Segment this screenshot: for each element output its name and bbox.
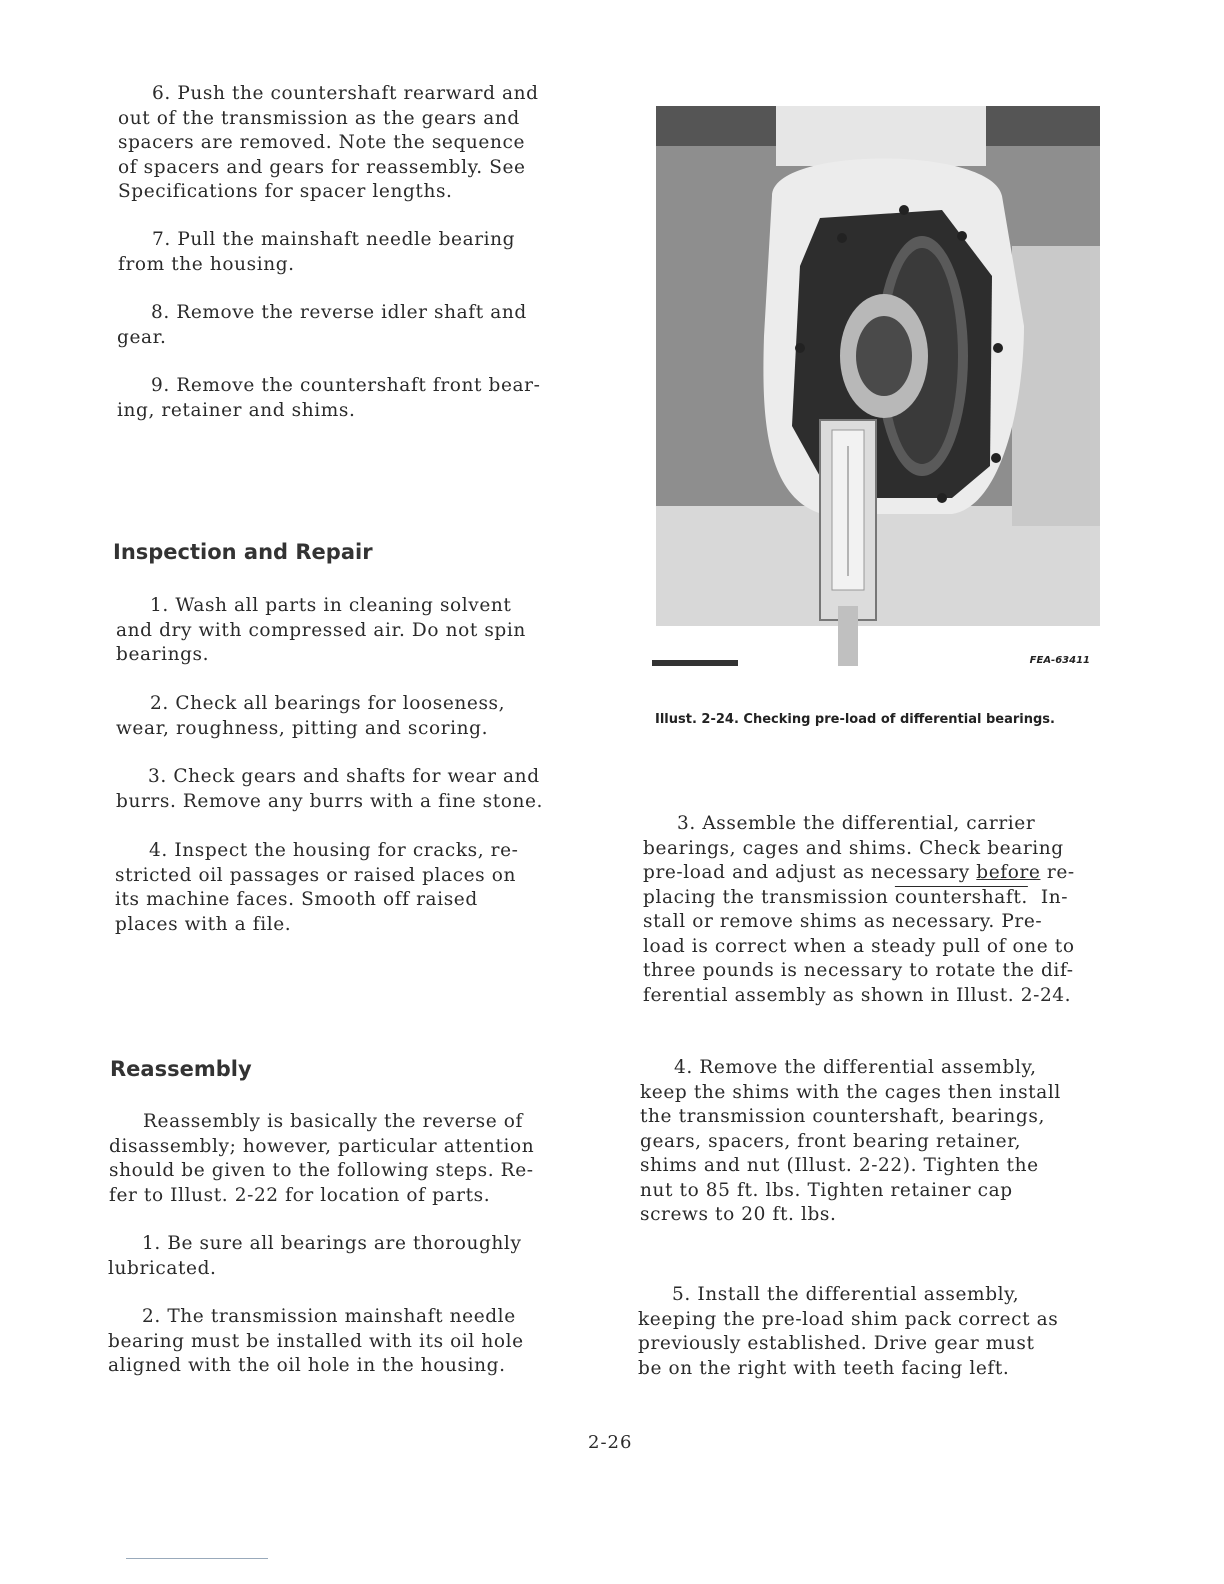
right-step-3-line-4 [643,886,1143,911]
overlined-countershaft: countershaft. [894,886,1028,908]
inspection-heading: Inspection and Repair [113,540,373,564]
right-step-3-line-3 [643,861,1143,886]
inspection-step-2: 2. Check all bearings for looseness, wear, roughness, pitting and scoring. [116,693,506,739]
inspection-step-3: 3. Check gears and shafts for wear and burrs. Remove any burrs with a fine stone. [116,766,544,812]
right-step-4: 4. Remove the differential assembly, keep the shims with the cages then install the transmission countershaft, bearings, gears, spacers, front bearing retainer, shims and nut (Illust. 2-22). Tighten the nut to 85 ft. lbs. Tighten retainer cap screws to 20 ft. lbs. [640,1057,1061,1225]
right-step-3-line-2: bearings, cages and shims. Check bearing [643,837,1064,859]
differential-photo [652,86,1104,672]
reassembly-heading: Reassembly [110,1057,252,1081]
differential-photo-drawing [652,86,1104,672]
step-8-text: 8. Remove the reverse idler shaft and gear. [117,302,527,348]
figure-code: FEA-63411 [1029,655,1090,666]
right-step-3-rest: stall or remove shims as necessary. Pre- load is correct when a steady pull of one to three pounds is necessary to rotate the dif- ferential assembly as shown in Illust. 2-24. [643,911,1075,1006]
underlined-before: before [976,862,1041,883]
right-step-3 [643,812,1143,1008]
right-step-3-line-4-post: In- [1027,886,1069,908]
step-6-text: 6. Push the countershaft rearward and out of the transmission as the gears and spacers are removed. Note the sequence of spacers and gears for reassembly. See Specifications for spacer lengths. [118,83,539,202]
inspection-step-4: 4. Inspect the housing for cracks, re- stricted oil passages or raised places on its machine faces. Smooth off raised places with a file. [115,840,519,935]
reassembly-step-2: 2. The transmission mainshaft needle bearing must be installed with its oil hole aligned with the oil hole in the housing. [108,1306,524,1376]
page-number: 2-26 [588,1432,633,1453]
inspection-step-1: 1. Wash all parts in cleaning solvent and dry with compressed air. Do not spin bearings. [116,595,526,665]
right-step-3-line-3-post: re- [1040,862,1075,883]
right-step-3-line-3-pre: pre-load and adjust as necessary [643,862,977,883]
right-step-5: 5. Install the differential assembly, keeping the pre-load shim pack correct as previously established. Drive gear must be on the right with teeth facing left. [638,1284,1059,1379]
footer-rule [126,1558,268,1559]
step-9-text: 9. Remove the countershaft front bear- ing, retainer and shims. [117,375,541,421]
right-step-3-line-1: 3. Assemble the differential, carrier [677,813,1036,834]
figure-caption: Illust. 2-24. Checking pre-load of differential bearings. [655,712,1055,727]
right-step-3-line-4-pre: placing the transmission [643,886,895,908]
step-7-text: 7. Pull the mainshaft needle bearing from the housing. [118,229,516,275]
reassembly-intro: Reassembly is basically the reverse of disassembly; however, particular attention should be given to the following steps. Re- fer to Illust. 2-22 for location of parts. [109,1111,535,1206]
reassembly-step-1: 1. Be sure all bearings are thoroughly lubricated. [108,1233,522,1279]
